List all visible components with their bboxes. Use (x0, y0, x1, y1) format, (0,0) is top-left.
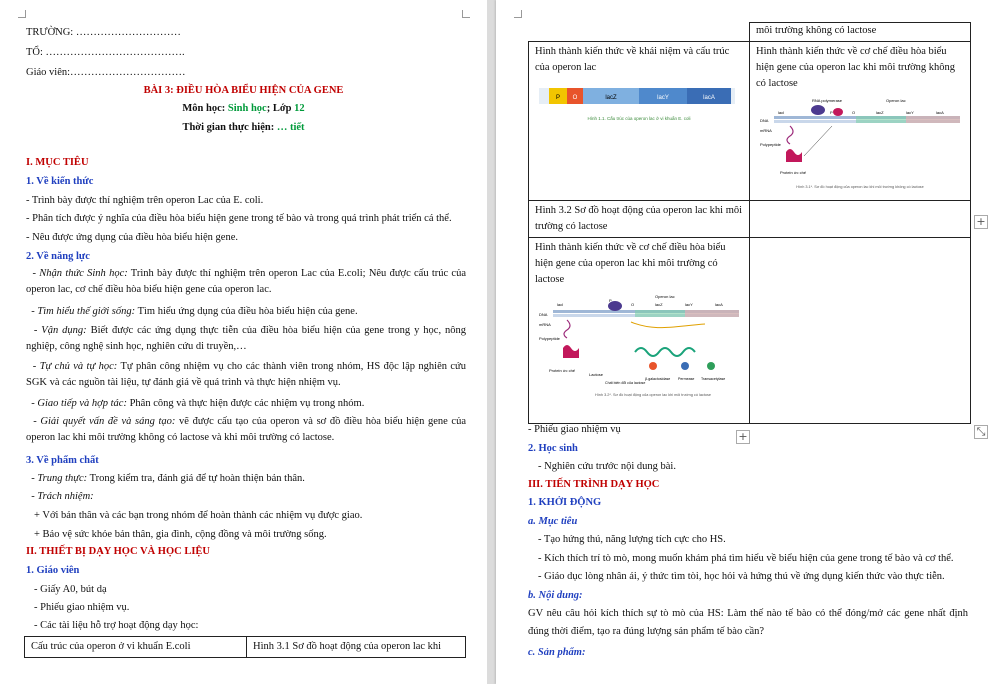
time-line (0, 121, 487, 134)
table-cell[interactable]: Hình 3.2 Sơ đồ hoạt động của operon lac khi môi trường có lactose (529, 201, 750, 238)
quality-subitem: + Bảo vệ sức khỏe bản thân, gia đình, cộng đồng và môi trường sống. (34, 529, 327, 540)
table-cell[interactable]: Cấu trúc của operon ở vi khuẩn E.coli (25, 637, 247, 658)
figure-label: β-galactosidase (645, 377, 671, 381)
goal-item: - Tạo hứng thú, năng lượng tích cực cho HS. (538, 534, 726, 545)
figure-label: mRNA (760, 128, 772, 133)
figure-label: Operon lac (886, 98, 906, 103)
student-item: - Nghiên cứu trước nội dung bài. (538, 461, 676, 472)
ability-text: Tìm hiểu ứng dụng của điều hòa biểu hiện của gene. (135, 306, 358, 317)
gene-label: lacY (906, 110, 914, 115)
right-page (496, 0, 992, 684)
enzyme-shape (707, 362, 715, 370)
teacher-item: - Các tài liệu hỗ trợ hoạt động dạy học: (34, 620, 199, 631)
operon-genes (906, 116, 960, 123)
quality-label: Trung thực: (37, 473, 88, 484)
ability-item: - Nhận thức Sinh học: Trình bày được thí nghiệm trên operon Lac của E.coli; Nêu được cấu trúc của operon lac, cơ chế điều hòa biểu hiện gene của operon lac. (26, 268, 466, 295)
mrna-shape (787, 126, 793, 144)
table-cell[interactable] (529, 238, 750, 424)
figure-label: Operon lac (655, 294, 675, 299)
gene-label: lacZ (876, 110, 884, 115)
figure-label: mRNA (539, 322, 551, 327)
department-line[interactable]: TỔ: …………………………………. (26, 47, 185, 58)
ability-text: Tự phân công nhiệm vụ cho các thành viên trong nhóm, HS độc lập nghiên cứu SGK và các nguồn tài liệu, tự đánh giá về quá trình và thực hiện nhiệm vụ. (26, 361, 466, 388)
goal-item: - Giáo dục lòng nhân ái, ý thức tìm tòi, học hỏi và hứng thú về ứng dụng kiến thức vào thực tiễn. (538, 571, 945, 582)
heading-quality: 3. Về phẩm chất (26, 455, 99, 466)
figure-label: DNA (760, 118, 769, 123)
quality-item: - Trách nhiệm: (26, 491, 94, 502)
add-row-button[interactable]: + (736, 430, 750, 444)
quality-item: - Trung thực: Trong kiểm tra, đánh giá để tự hoàn thiện bản thân. (26, 473, 305, 484)
grade-prefix: ; Lớp (266, 103, 295, 114)
figure-label: Lactose (589, 372, 604, 377)
figure-label: Chất biến đổi của lactose (605, 381, 646, 385)
ability-label: Tự chủ và tự học: (39, 361, 118, 372)
operon-genes (685, 310, 739, 317)
gene-label: P (609, 298, 612, 303)
knowledge-item: - Nêu được ứng dụng của điều hòa biểu hiện gene. (26, 232, 238, 243)
crop-mark (462, 10, 470, 18)
quality-label: Trách nhiệm: (37, 491, 94, 502)
figure-label: Protein ức chế (780, 170, 807, 175)
ability-label: Nhận thức Sinh học: (39, 268, 128, 279)
gene-label: lacA (936, 110, 944, 115)
segment-label: lacY (657, 95, 669, 101)
operon-no-lactose-figure (756, 96, 964, 192)
section-equipment: II. THIẾT BỊ DẠY HỌC VÀ HỌC LIỆU (26, 546, 210, 557)
table-row (529, 42, 971, 201)
mrna-shape (564, 320, 570, 338)
resources-table-continued (528, 22, 971, 424)
polypeptide-shape (635, 348, 695, 356)
teacher-line[interactable]: Giáo viên:…………………………… (26, 67, 186, 78)
subject-prefix: Môn học: (182, 103, 228, 114)
subject-value: Sinh học (227, 103, 267, 114)
ability-item: - Giao tiếp và hợp tác: Phân công và thực hiện được các nhiệm vụ trong nhóm. (26, 398, 365, 409)
figure-label: RNA polymerase (812, 98, 843, 103)
gene-label: lacA (715, 302, 723, 307)
rna-polymerase-shape (811, 105, 825, 115)
operon-lactose-figure (535, 292, 743, 400)
section-process: III. TIẾN TRÌNH DẠY HỌC (528, 479, 660, 490)
gene-label: O (631, 302, 635, 307)
goal-item: - Kích thích trí tò mò, mong muốn khám phá tìm hiểu về biểu hiện của gene trong tế bào và cơ thể. (538, 553, 954, 564)
table-cell (529, 23, 750, 42)
table-cell[interactable] (750, 42, 971, 201)
table-cell[interactable]: môi trường không có lactose (750, 23, 971, 42)
quality-text: Trong kiểm tra, đánh giá để tự hoàn thiện bản thân. (87, 473, 305, 484)
arrow-line (804, 126, 832, 156)
enzyme-shape (681, 362, 689, 370)
gene-label: lacI (778, 110, 785, 115)
gene-label: O (852, 110, 856, 115)
ability-text: vẽ được cấu tạo của operon và sơ đồ điều hòa biểu hiện gene của operon lac khi môi trường không có lactose và khi môi trường có lactose. (26, 416, 466, 443)
ability-item: - Vận dụng: Biết được các ứng dụng thực tiễn của điều hòa biểu hiện của gene trong y học, nông nghiệp, công nghệ sinh học, nghiên cứu di truyền,… (26, 325, 466, 352)
operon-structure-figure (535, 80, 743, 134)
gene-label: lacI (557, 302, 564, 307)
segment-label: lacA (703, 95, 715, 101)
segment-label: lacZ (605, 95, 617, 101)
content-paragraph: GV nêu câu hỏi kích thích sự tò mò của HS: Làm thế nào tế bào có thể đóng/mở các gene nhất định đúng thời điểm, tạo ra đúng lượng sản phẩm tế bào cần? (528, 608, 968, 637)
ability-label: Tìm hiểu thế giới sống: (37, 306, 136, 317)
heading-ability: 2. Về năng lực (26, 251, 90, 262)
figure-label: Permease (678, 377, 695, 381)
heading-product: c. Sản phẩm: (528, 647, 586, 658)
table-cell[interactable] (529, 42, 750, 201)
time-value: … tiết (276, 122, 305, 133)
segment-label: P (555, 95, 561, 101)
mrna-strand (631, 322, 705, 328)
gene-label: lacY (685, 302, 693, 307)
after-table-item: - Phiếu giao nhiệm vụ (528, 424, 621, 435)
heading-knowledge: 1. Về kiến thức (26, 176, 94, 187)
knowledge-item: - Trình bày được thí nghiệm trên operon Lac của E. coli. (26, 195, 264, 206)
table-cell-text: Hình thành kiến thức về cơ chế điều hòa biểu hiện gene của operon lac khi môi trường không có lactose (756, 46, 956, 89)
heading-content: b. Nội dung: (528, 590, 583, 601)
lesson-title: BÀI 3: ĐIỀU HÒA BIỂU HIỆN CỦA GENE (143, 85, 344, 96)
teacher-item: - Giấy A0, bút dạ (34, 584, 107, 595)
heading-student: 2. Học sinh (528, 443, 578, 454)
ability-text: Phân công và thực hiện được các nhiệm vụ trong nhóm. (126, 398, 365, 409)
grade-value: 12 (294, 103, 305, 114)
page-gap (487, 0, 496, 684)
table-row (529, 23, 971, 42)
ability-item: - Tìm hiểu thế giới sống: Tìm hiểu ứng dụng của điều hòa biểu hiện của gene. (26, 306, 358, 317)
heading-warmup: 1. KHỞI ĐỘNG (528, 497, 602, 508)
figure-caption: Hình 1.1. Cấu trúc của operon lac ở vi khuẩn E. coli (587, 116, 691, 121)
figure-caption: Hình 3.2*. Sơ đồ hoạt động của operon lac khi môi trường có lactose (595, 393, 712, 397)
figure-caption: Hình 3.1*. Sơ đồ hoạt động của operon lac khi môi trường không có lactose (796, 185, 924, 189)
table-cell[interactable] (750, 201, 971, 238)
enzyme-shape (649, 362, 657, 370)
resources-table (24, 636, 466, 658)
segment-label: O (572, 95, 578, 101)
ability-item: - Giải quyết vấn đề và sáng tạo: vẽ được cấu tạo của operon và sơ đồ điều hòa biểu hiện gene của operon lac khi môi trường không có lactose và khi môi trường có lactose. (26, 416, 466, 443)
table-row (529, 238, 971, 424)
quality-subitem: + Với bản thân và các bạn trong nhóm để hoàn thành các nhiệm vụ được giao. (34, 510, 363, 521)
ability-label: Giao tiếp và hợp tác: (37, 398, 127, 409)
protein-shape (786, 149, 802, 162)
section-objectives: I. MỤC TIÊU (26, 157, 89, 168)
knowledge-item: - Phân tích được ý nghĩa của điều hòa biểu hiện gene trong tế bào và trong quá trình phát triển cá thể. (26, 213, 452, 224)
subject-line (0, 102, 487, 115)
teacher-item: - Phiếu giao nhiệm vụ. (34, 602, 130, 613)
table-cell[interactable] (750, 238, 971, 424)
figure-label: DNA (539, 312, 548, 317)
protein-shape (563, 345, 579, 358)
ability-text: Biết được các ứng dụng thực tiễn của điều hòa biểu hiện của gene trong y học, nông nghiệp, công nghệ sinh học, nghiên cứu di truyền,… (26, 325, 466, 352)
heading-teacher: 1. Giáo viên (26, 565, 80, 576)
figure-label: Polypeptide (760, 142, 781, 147)
figure-label: Transacetylase (701, 377, 726, 381)
ability-text: Trình bày được thí nghiệm trên operon Lac của E.coli; Nêu được cấu trúc của operon lac, cơ chế điều hòa biểu hiện gene của operon lac. (26, 268, 466, 295)
left-page (0, 0, 487, 684)
crop-mark (514, 10, 522, 18)
table-cell-text: Hình thành kiến thức về cơ chế điều hòa biểu hiện gene của operon lac khi môi trường có lactose (535, 242, 726, 285)
repressor-shape (833, 108, 843, 116)
gene-label: lacZ (655, 302, 663, 307)
add-row-button[interactable]: + (974, 215, 988, 229)
gene-label: P (830, 110, 833, 115)
ability-label: Giải quyết vấn đề và sáng tạo: (40, 416, 176, 427)
table-row (25, 637, 466, 658)
time-prefix: Thời gian thực hiện: (182, 122, 277, 133)
table-row (529, 201, 971, 238)
crop-mark (18, 10, 26, 18)
figure-label: Polypeptide (539, 336, 560, 341)
ability-label: Vận dụng: (41, 325, 87, 336)
figure-label: Protein ức chế (549, 368, 576, 373)
school-line[interactable]: TRƯỜNG: ………………………… (26, 27, 181, 38)
table-cell-text: Hình thành kiến thức về khái niệm và cấu trúc của operon lac (535, 46, 730, 73)
heading-goal: a. Mục tiêu (528, 516, 578, 527)
ability-item: - Tự chủ và tự học: Tự phân công nhiệm vụ cho các thành viên trong nhóm, HS độc lập nghiên cứu SGK và các nguồn tài liệu, tự đánh giá về quá trình và thực hiện nhiệm vụ. (26, 361, 466, 388)
resize-table-icon[interactable]: ⤡ (974, 425, 988, 439)
table-cell[interactable]: Hình 3.1 Sơ đồ hoạt động của operon lac khi (247, 637, 466, 658)
